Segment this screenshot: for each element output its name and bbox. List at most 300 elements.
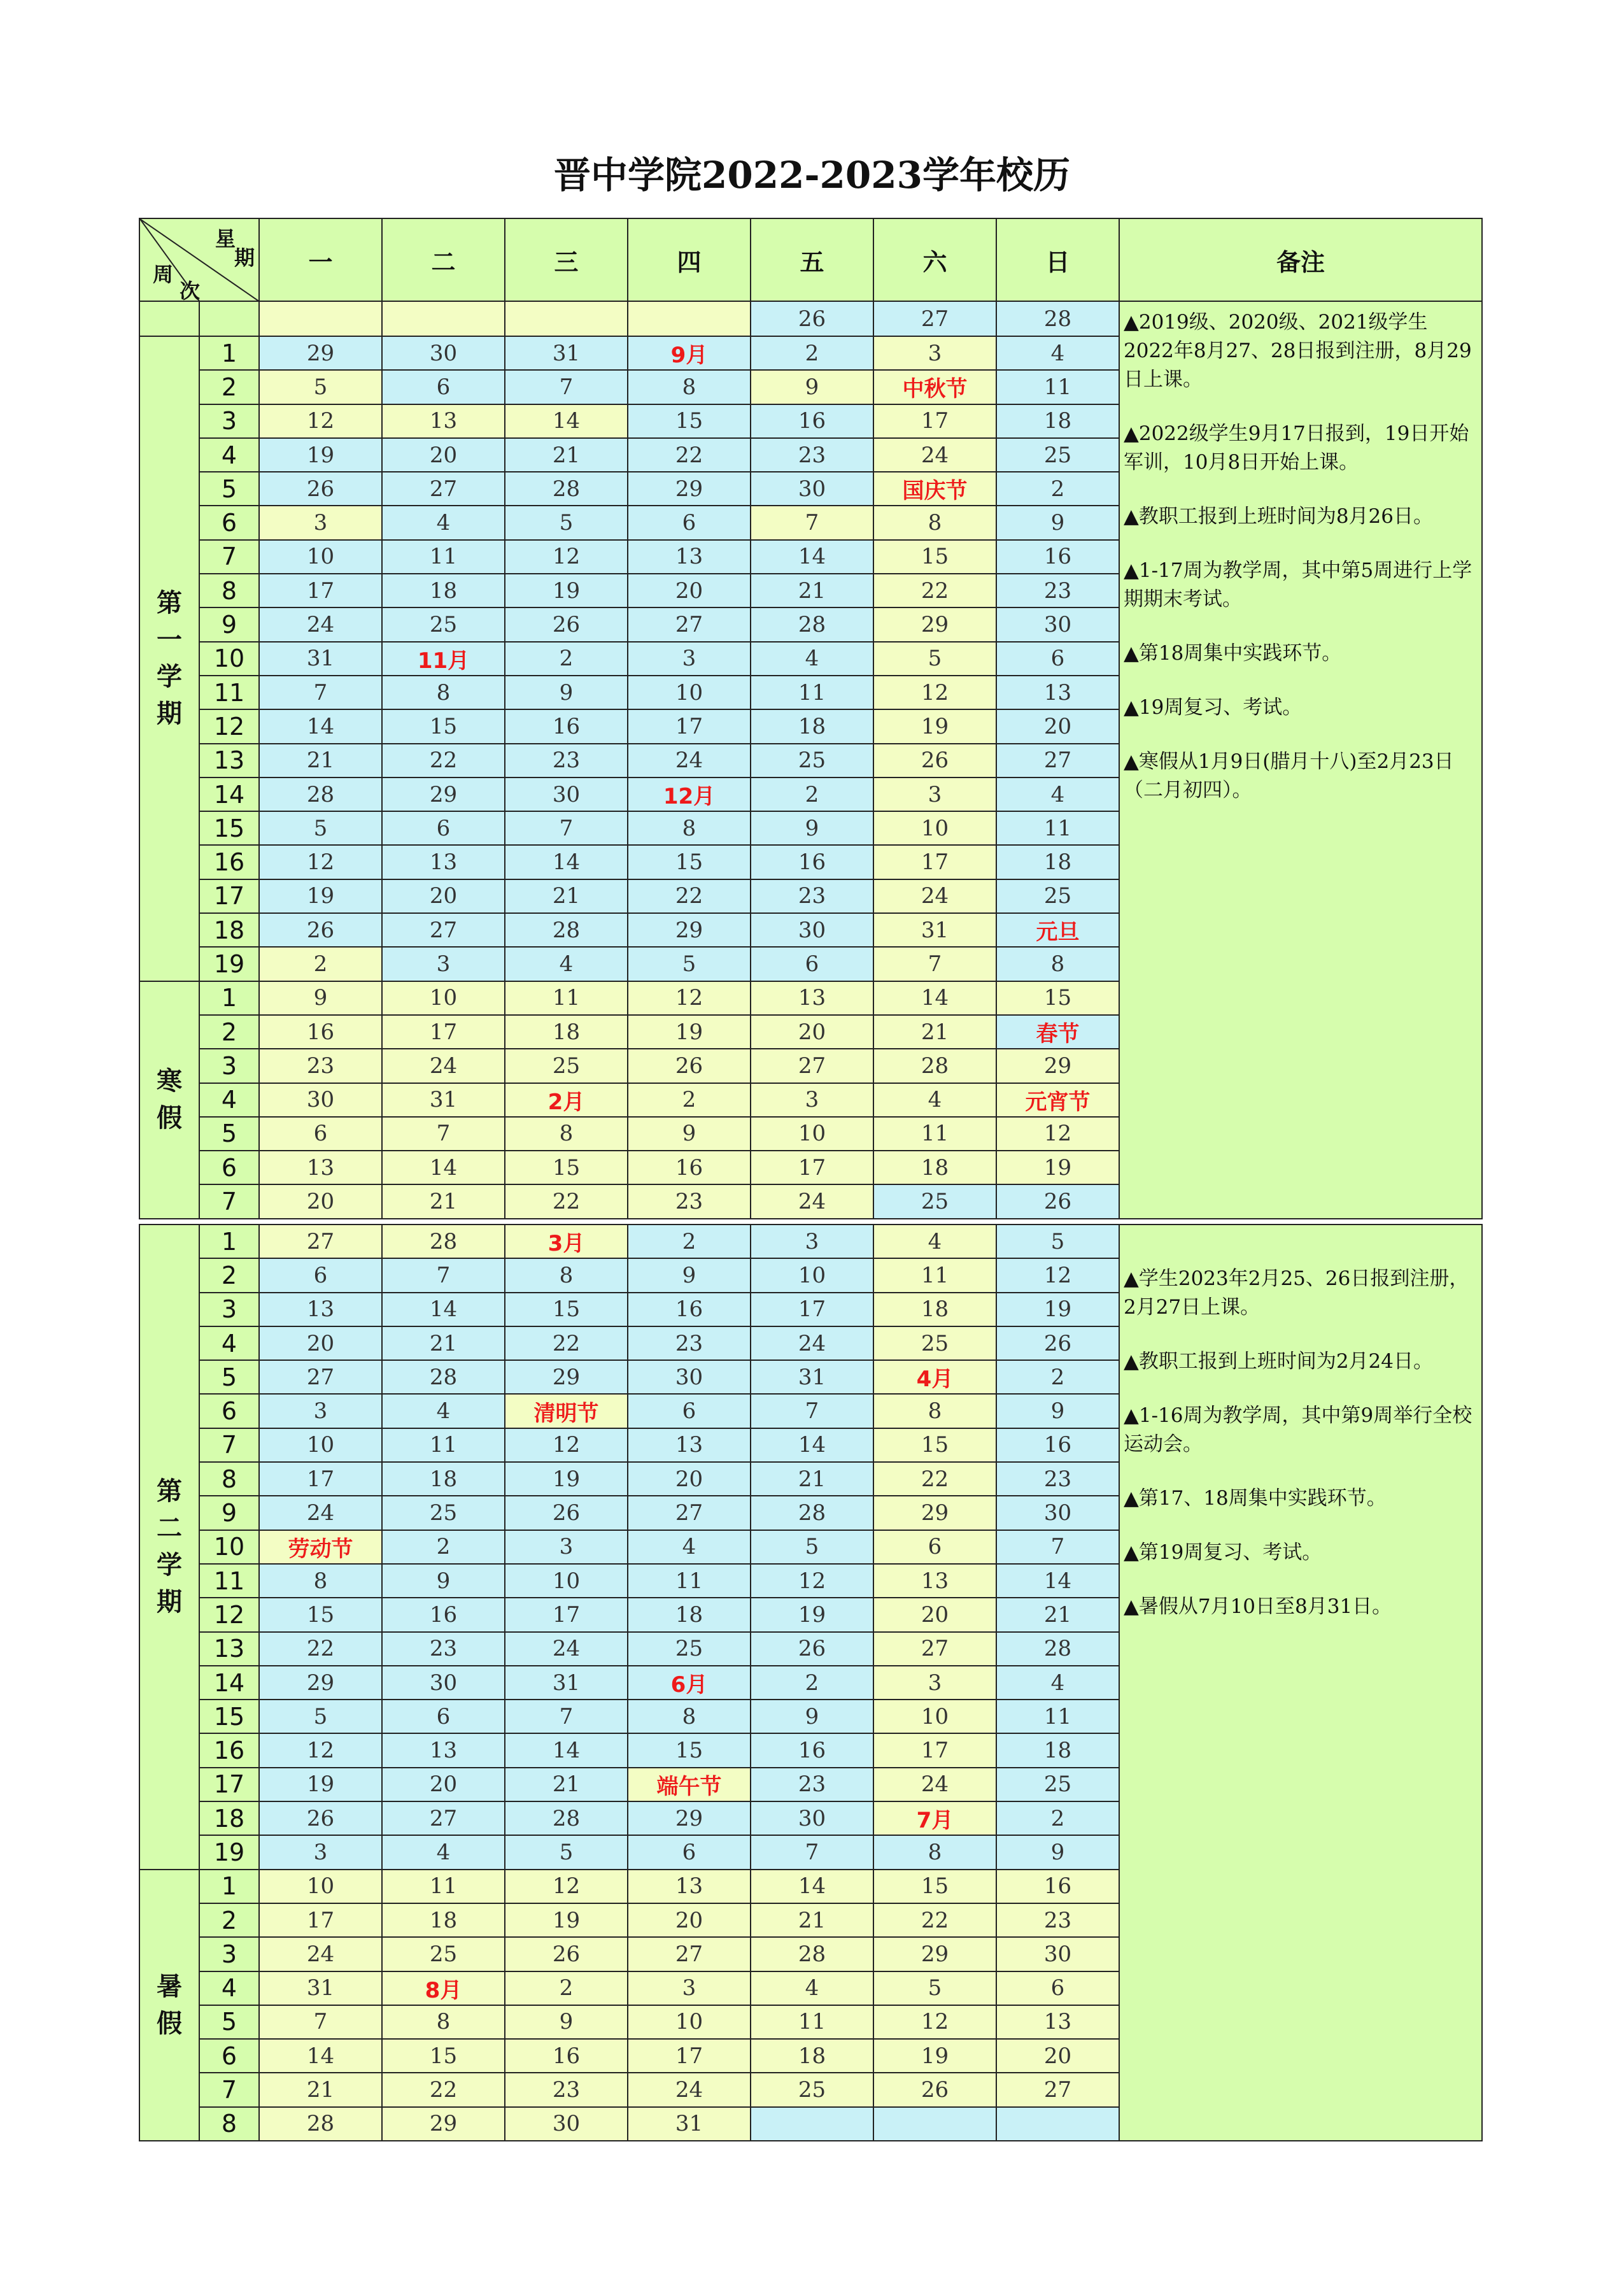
day-cell: 8 (505, 1117, 628, 1151)
day-cell: 31 (259, 642, 382, 676)
day-cell: 9 (996, 506, 1119, 539)
day-cell: 18 (382, 574, 505, 607)
day-cell: 14 (751, 1428, 873, 1462)
day-cell: 13 (628, 1428, 751, 1462)
week-number: 2 (199, 1258, 259, 1292)
weekday-header: 五 (751, 218, 873, 301)
day-cell (628, 301, 751, 336)
day-cell: 7 (259, 2005, 382, 2039)
day-cell: 29 (382, 2107, 505, 2141)
day-cell: 15 (628, 845, 751, 879)
day-cell: 8 (505, 1258, 628, 1292)
day-cell: 11 (505, 981, 628, 1015)
week-number: 9 (199, 607, 259, 641)
day-cell: 16 (505, 2039, 628, 2073)
week-number: 3 (199, 1293, 259, 1326)
day-cell: 11 (382, 1428, 505, 1462)
day-cell: 30 (382, 1666, 505, 1700)
day-cell: 2 (751, 336, 873, 370)
day-cell: 16 (628, 1151, 751, 1184)
week-number: 13 (199, 744, 259, 777)
day-cell: 29 (873, 607, 996, 641)
day-cell: 25 (873, 1184, 996, 1218)
day-cell: 6 (996, 1971, 1119, 2005)
day-cell: 14 (751, 1870, 873, 1903)
day-cell: 15 (382, 709, 505, 743)
day-cell: 25 (382, 607, 505, 641)
day-cell: 2 (628, 1225, 751, 1258)
day-cell: 28 (382, 1225, 505, 1258)
day-cell: 3 (751, 1225, 873, 1258)
week-number: 6 (199, 1151, 259, 1184)
week-number: 18 (199, 913, 259, 947)
day-cell: 8 (382, 676, 505, 709)
notes-cell (1119, 301, 1482, 1219)
day-cell: 11 (628, 1564, 751, 1598)
day-cell: 19 (996, 1293, 1119, 1326)
day-cell: 19 (505, 574, 628, 607)
day-cell: 9 (259, 981, 382, 1015)
day-cell: 10 (873, 811, 996, 845)
day-cell: 16 (751, 404, 873, 438)
week-number: 8 (199, 2107, 259, 2141)
day-cell: 20 (382, 879, 505, 913)
day-cell: 27 (382, 1801, 505, 1835)
day-cell: 24 (505, 1632, 628, 1666)
day-cell (382, 301, 505, 336)
day-cell: 12 (505, 1870, 628, 1903)
calendar-table-1 (139, 218, 1483, 1219)
day-cell: 16 (382, 1598, 505, 1631)
day-cell: 23 (259, 1049, 382, 1083)
day-cell: 25 (996, 879, 1119, 913)
highlight-day-cell: 元旦 (996, 913, 1119, 947)
day-cell: 26 (259, 472, 382, 506)
week-number: 16 (199, 1733, 259, 1767)
week-number: 1 (199, 981, 259, 1015)
corner-label-top1: 星 (215, 227, 236, 251)
day-cell: 8 (628, 811, 751, 845)
day-cell: 31 (505, 1666, 628, 1700)
day-cell: 25 (873, 1326, 996, 1360)
day-cell: 3 (259, 1394, 382, 1428)
weekday-header: 日 (996, 218, 1119, 301)
day-cell (873, 2107, 996, 2141)
week-number: 7 (199, 540, 259, 574)
day-cell: 20 (628, 574, 751, 607)
day-cell: 31 (751, 1360, 873, 1394)
day-cell: 23 (505, 2073, 628, 2106)
day-cell: 7 (751, 1835, 873, 1869)
day-cell: 24 (873, 1768, 996, 1801)
day-cell: 22 (382, 744, 505, 777)
day-cell: 5 (751, 1530, 873, 1564)
day-cell: 10 (628, 2005, 751, 2039)
day-cell: 10 (382, 981, 505, 1015)
day-cell: 19 (505, 1903, 628, 1937)
day-cell: 12 (873, 2005, 996, 2039)
day-cell: 17 (628, 709, 751, 743)
day-cell: 9 (751, 1700, 873, 1733)
day-cell: 7 (505, 1700, 628, 1733)
day-cell: 23 (996, 1903, 1119, 1937)
day-cell: 2 (505, 642, 628, 676)
pre-row-blank (139, 301, 199, 336)
day-cell: 12 (873, 676, 996, 709)
day-cell: 3 (382, 947, 505, 981)
day-cell: 10 (628, 676, 751, 709)
week-number: 16 (199, 845, 259, 879)
day-cell: 29 (996, 1049, 1119, 1083)
day-cell: 22 (873, 1462, 996, 1496)
day-cell: 8 (628, 1700, 751, 1733)
day-cell: 26 (628, 1049, 751, 1083)
day-cell: 3 (873, 777, 996, 811)
day-cell: 30 (751, 472, 873, 506)
week-number: 12 (199, 709, 259, 743)
term-label-cell (139, 1870, 199, 2141)
day-cell: 7 (505, 370, 628, 404)
week-number: 5 (199, 472, 259, 506)
day-cell: 14 (505, 1733, 628, 1767)
day-cell: 17 (259, 1903, 382, 1937)
day-cell: 20 (628, 1903, 751, 1937)
term-label-cell (139, 1225, 199, 1870)
day-cell: 21 (751, 1462, 873, 1496)
day-cell: 28 (259, 777, 382, 811)
day-cell: 11 (382, 540, 505, 574)
day-cell: 8 (873, 506, 996, 539)
week-number: 7 (199, 2073, 259, 2106)
week-number: 9 (199, 1496, 259, 1530)
day-cell: 23 (996, 574, 1119, 607)
day-cell: 21 (505, 438, 628, 472)
day-cell: 20 (751, 1015, 873, 1049)
day-cell: 26 (259, 1801, 382, 1835)
day-cell: 13 (382, 845, 505, 879)
day-cell: 27 (628, 607, 751, 641)
day-cell: 28 (996, 301, 1119, 336)
day-cell: 27 (628, 1937, 751, 1971)
pre-week-row (139, 301, 1482, 336)
day-cell: 11 (751, 2005, 873, 2039)
day-cell: 5 (873, 1971, 996, 2005)
calendar-table-2 (139, 1224, 1483, 2141)
day-cell: 11 (996, 1700, 1119, 1733)
week-row (139, 1225, 1482, 1258)
day-cell: 12 (259, 845, 382, 879)
week-number: 13 (199, 1632, 259, 1666)
day-cell: 2 (505, 1971, 628, 2005)
day-cell: 19 (873, 2039, 996, 2073)
note-item: ▲1-16周为教学周，其中第9周举行全校运动会。 (1124, 1404, 1472, 1456)
day-cell: 31 (259, 1971, 382, 2005)
day-cell: 7 (751, 506, 873, 539)
note-item: ▲第19周复习、考试。 (1124, 1541, 1322, 1564)
day-cell: 14 (505, 404, 628, 438)
day-cell: 4 (505, 947, 628, 981)
day-cell: 23 (628, 1326, 751, 1360)
week-number: 6 (199, 1394, 259, 1428)
day-cell: 31 (505, 336, 628, 370)
week-number: 1 (199, 336, 259, 370)
day-cell: 30 (259, 1083, 382, 1117)
day-cell: 21 (751, 574, 873, 607)
day-cell: 13 (259, 1151, 382, 1184)
day-cell: 24 (628, 2073, 751, 2106)
day-cell: 4 (382, 506, 505, 539)
day-cell: 17 (259, 574, 382, 607)
day-cell: 24 (873, 879, 996, 913)
day-cell: 10 (751, 1117, 873, 1151)
day-cell: 3 (259, 506, 382, 539)
day-cell: 2 (382, 1530, 505, 1564)
day-cell: 10 (505, 1564, 628, 1598)
day-cell: 22 (873, 1903, 996, 1937)
day-cell: 15 (873, 1428, 996, 1462)
day-cell: 20 (382, 1768, 505, 1801)
day-cell: 26 (259, 913, 382, 947)
day-cell: 5 (259, 1700, 382, 1733)
day-cell: 25 (628, 1632, 751, 1666)
highlight-day-cell: 11月 (382, 642, 505, 676)
day-cell: 6 (628, 506, 751, 539)
day-cell: 23 (628, 1184, 751, 1218)
day-cell: 28 (751, 1496, 873, 1530)
day-cell: 25 (996, 1768, 1119, 1801)
header-corner-cell (139, 218, 259, 301)
day-cell: 19 (259, 438, 382, 472)
weekday-header: 四 (628, 218, 751, 301)
day-cell: 2 (996, 472, 1119, 506)
day-cell: 13 (382, 404, 505, 438)
day-cell: 6 (628, 1835, 751, 1869)
day-cell: 23 (505, 744, 628, 777)
day-cell: 27 (382, 913, 505, 947)
day-cell: 31 (382, 1083, 505, 1117)
day-cell: 6 (382, 370, 505, 404)
week-number: 6 (199, 2039, 259, 2073)
highlight-day-cell: 端午节 (628, 1768, 751, 1801)
day-cell: 19 (873, 709, 996, 743)
day-cell: 5 (996, 1225, 1119, 1258)
week-number: 11 (199, 676, 259, 709)
day-cell: 9 (996, 1394, 1119, 1428)
day-cell: 26 (751, 1632, 873, 1666)
week-number: 19 (199, 1835, 259, 1869)
corner-label-bottom2: 次 (180, 279, 201, 301)
week-number: 18 (199, 1801, 259, 1835)
day-cell: 14 (259, 709, 382, 743)
day-cell: 26 (873, 2073, 996, 2106)
day-cell: 9 (382, 1564, 505, 1598)
day-cell: 27 (751, 1049, 873, 1083)
day-cell: 8 (873, 1394, 996, 1428)
week-number: 5 (199, 1360, 259, 1394)
note-item: ▲寒假从1月9日(腊月十八)至2月23日（二月初四）。 (1124, 750, 1454, 802)
note-item: ▲学生2023年2月25、26日报到注册，2月27日上课。 (1124, 1267, 1469, 1319)
day-cell: 18 (996, 1733, 1119, 1767)
day-cell: 12 (628, 981, 751, 1015)
notes-header: 备注 (1119, 218, 1482, 301)
day-cell: 9 (505, 2005, 628, 2039)
header-row (139, 218, 1482, 301)
day-cell: 10 (259, 1428, 382, 1462)
day-cell: 4 (382, 1835, 505, 1869)
day-cell: 5 (259, 370, 382, 404)
day-cell: 12 (259, 404, 382, 438)
day-cell: 28 (505, 472, 628, 506)
day-cell: 22 (259, 1632, 382, 1666)
day-cell: 13 (628, 540, 751, 574)
term-label-cell (139, 981, 199, 1219)
day-cell: 10 (751, 1258, 873, 1292)
day-cell: 5 (873, 642, 996, 676)
day-cell: 4 (751, 1971, 873, 2005)
day-cell: 5 (628, 947, 751, 981)
day-cell: 24 (259, 1496, 382, 1530)
day-cell: 21 (382, 1326, 505, 1360)
day-cell: 15 (873, 540, 996, 574)
week-number: 3 (199, 1049, 259, 1083)
note-item: ▲19周复习、考试。 (1124, 696, 1303, 719)
highlight-day-cell: 2月 (505, 1083, 628, 1117)
day-cell: 14 (996, 1564, 1119, 1598)
day-cell: 15 (505, 1293, 628, 1326)
day-cell: 17 (382, 1015, 505, 1049)
corner-label-bottom1: 周 (153, 262, 174, 287)
week-number: 1 (199, 1870, 259, 1903)
day-cell: 31 (873, 913, 996, 947)
day-cell: 12 (259, 1733, 382, 1767)
day-cell: 30 (996, 1496, 1119, 1530)
day-cell: 17 (751, 1151, 873, 1184)
day-cell: 28 (996, 1632, 1119, 1666)
day-cell: 6 (382, 1700, 505, 1733)
day-cell: 16 (259, 1015, 382, 1049)
day-cell: 26 (505, 607, 628, 641)
day-cell: 16 (996, 540, 1119, 574)
day-cell: 22 (873, 574, 996, 607)
day-cell: 27 (382, 472, 505, 506)
week-number: 2 (199, 1903, 259, 1937)
day-cell: 17 (751, 1293, 873, 1326)
notes-cell (1119, 1225, 1482, 2141)
day-cell: 6 (628, 1394, 751, 1428)
day-cell: 28 (505, 913, 628, 947)
week-number: 4 (199, 1083, 259, 1117)
week-number: 15 (199, 811, 259, 845)
day-cell: 27 (259, 1225, 382, 1258)
week-number: 15 (199, 1700, 259, 1733)
day-cell: 9 (996, 1835, 1119, 1869)
weekday-header: 二 (382, 218, 505, 301)
day-cell: 20 (628, 1462, 751, 1496)
day-cell: 20 (382, 438, 505, 472)
day-cell: 3 (873, 336, 996, 370)
weekday-header: 一 (259, 218, 382, 301)
highlight-day-cell: 7月 (873, 1801, 996, 1835)
day-cell: 24 (751, 1184, 873, 1218)
day-cell: 26 (996, 1326, 1119, 1360)
day-cell: 2 (751, 1666, 873, 1700)
day-cell: 25 (382, 1937, 505, 1971)
day-cell: 3 (628, 1971, 751, 2005)
day-cell: 21 (751, 1903, 873, 1937)
day-cell: 26 (996, 1184, 1119, 1218)
day-cell: 2 (259, 947, 382, 981)
day-cell: 29 (628, 1801, 751, 1835)
day-cell: 31 (628, 2107, 751, 2141)
day-cell: 4 (382, 1394, 505, 1428)
day-cell: 17 (873, 1733, 996, 1767)
day-cell: 16 (505, 709, 628, 743)
day-cell: 12 (505, 540, 628, 574)
day-cell: 6 (751, 947, 873, 981)
day-cell: 22 (382, 2073, 505, 2106)
day-cell: 3 (259, 1835, 382, 1869)
day-cell: 16 (628, 1293, 751, 1326)
day-cell: 4 (996, 777, 1119, 811)
day-cell: 26 (873, 744, 996, 777)
day-cell: 17 (873, 404, 996, 438)
day-cell: 29 (382, 777, 505, 811)
day-cell: 20 (996, 2039, 1119, 2073)
day-cell: 5 (259, 811, 382, 845)
day-cell: 23 (751, 1768, 873, 1801)
highlight-day-cell: 8月 (382, 1971, 505, 2005)
week-number: 2 (199, 1015, 259, 1049)
day-cell: 30 (505, 2107, 628, 2141)
day-cell: 29 (505, 1360, 628, 1394)
day-cell: 9 (751, 370, 873, 404)
day-cell: 15 (259, 1598, 382, 1631)
term-label-cell (139, 336, 199, 981)
day-cell: 6 (382, 811, 505, 845)
day-cell: 15 (996, 981, 1119, 1015)
day-cell: 3 (751, 1083, 873, 1117)
day-cell: 24 (259, 1937, 382, 1971)
day-cell: 20 (259, 1184, 382, 1218)
day-cell: 21 (996, 1598, 1119, 1631)
day-cell: 27 (996, 2073, 1119, 2106)
week-number: 17 (199, 1768, 259, 1801)
day-cell: 23 (996, 1462, 1119, 1496)
day-cell: 18 (382, 1462, 505, 1496)
note-item: ▲1-17周为教学周，其中第5周进行上学期期末考试。 (1124, 559, 1472, 611)
day-cell: 19 (259, 1768, 382, 1801)
day-cell: 2 (996, 1360, 1119, 1394)
pre-row-blank (199, 301, 259, 336)
day-cell: 26 (505, 1937, 628, 1971)
day-cell: 14 (873, 981, 996, 1015)
day-cell: 19 (996, 1151, 1119, 1184)
day-cell: 21 (382, 1184, 505, 1218)
day-cell: 29 (873, 1496, 996, 1530)
day-cell: 10 (259, 1870, 382, 1903)
day-cell: 22 (628, 879, 751, 913)
day-cell: 11 (996, 370, 1119, 404)
day-cell: 6 (259, 1117, 382, 1151)
weekday-header: 六 (873, 218, 996, 301)
day-cell: 29 (873, 1937, 996, 1971)
day-cell: 16 (996, 1870, 1119, 1903)
week-number: 11 (199, 1564, 259, 1598)
day-cell: 18 (873, 1293, 996, 1326)
highlight-day-cell: 劳动节 (259, 1530, 382, 1564)
day-cell: 27 (873, 301, 996, 336)
day-cell: 24 (259, 607, 382, 641)
